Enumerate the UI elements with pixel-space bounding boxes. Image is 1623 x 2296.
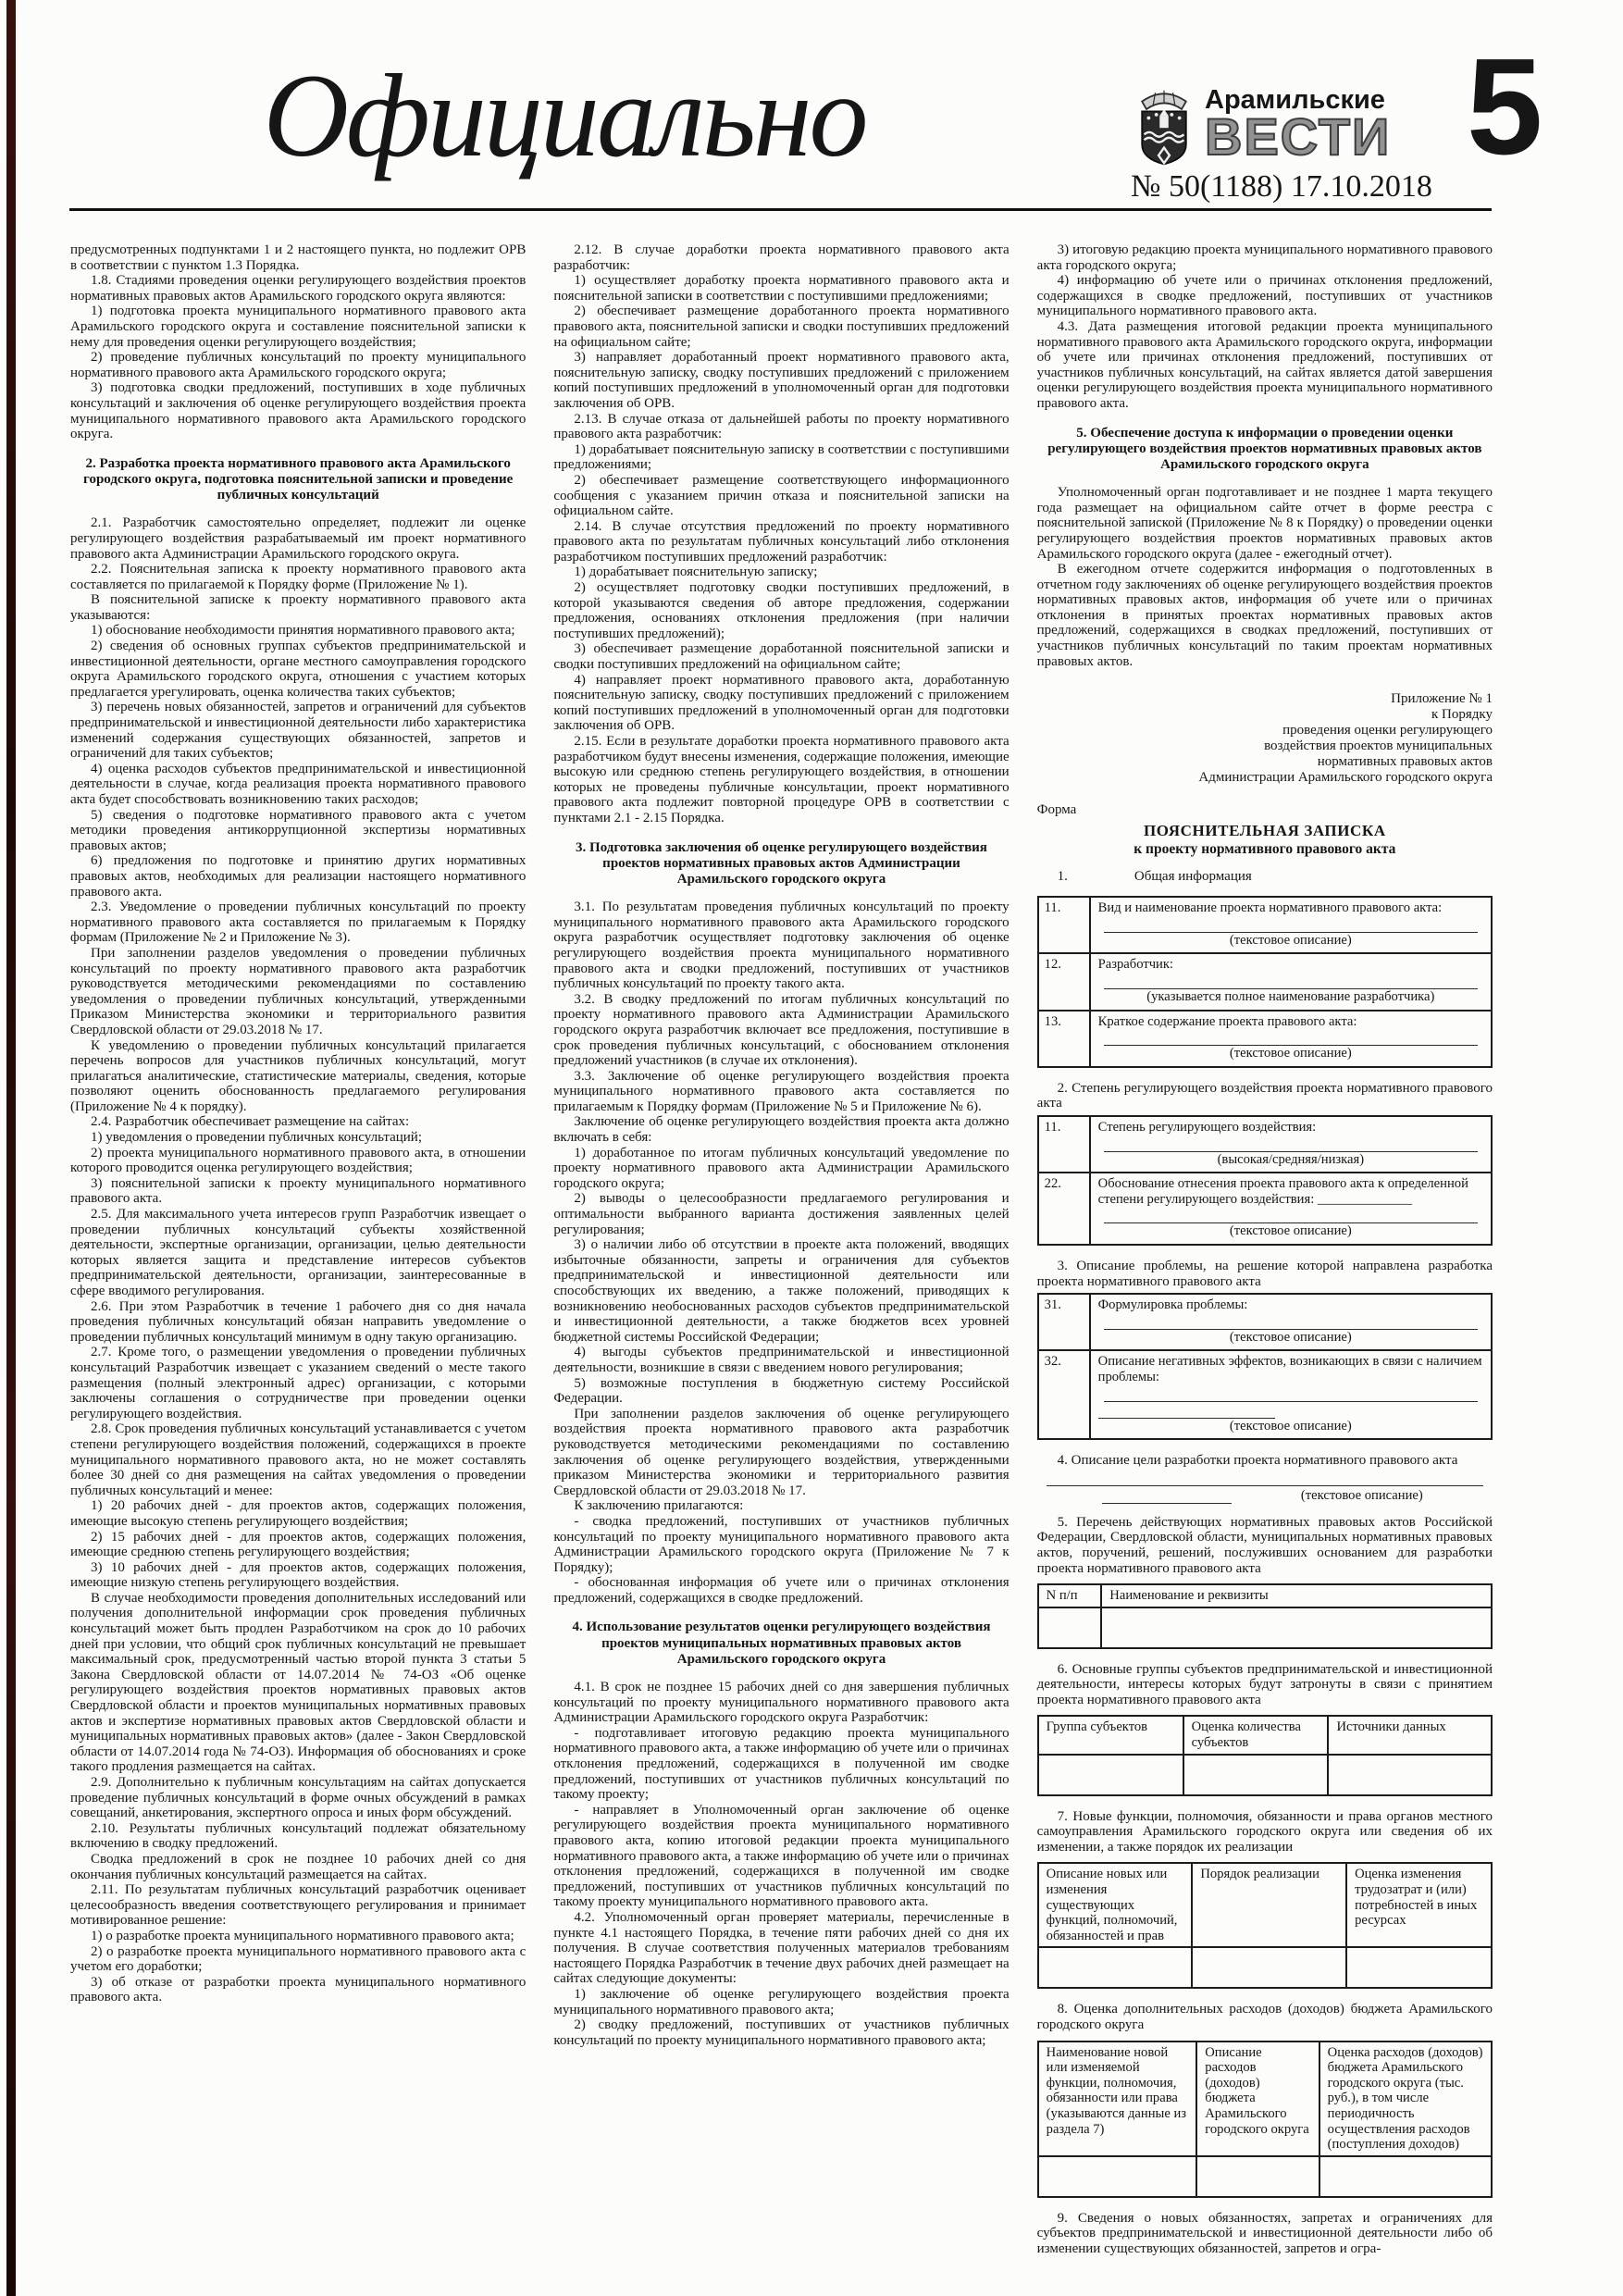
logo-name-bottom: ВЕСТИ (1205, 107, 1392, 166)
paragraph: 2.10. Результаты публичных консультаций подлежат обязательному включению в сводку предложений. (70, 1820, 527, 1852)
form-table-row (1038, 897, 1492, 953)
column-header: Описание расходов (доходов) бюджета Арамильского городского округа (1196, 2042, 1319, 2156)
form-table-row (1038, 1350, 1492, 1439)
paragraph: 1) заключение об оценке регулирующего воздействия проекта муниципального нормативного правового акта; (553, 1986, 1010, 2017)
paragraph: 4.2. Уполномоченный орган проверяет материалы, перечисленные в пункте 4.1 настоящего Порядка, в течение пяти рабочих дней со дня их получения. В случае соответствия полученных материалов требованиям настоящего Порядка Разработчик в течение двух рабочих дней размещает на сайтах следующие документы: (553, 1910, 1010, 1987)
empty-cell (1183, 1755, 1329, 1795)
paragraph: 3.3. Заключение об оценке регулирующего воздействия проекта муниципального нормативного правового акта составляется по прилагаемым к Порядку формам (Приложение № 5 и Приложение № 6). (553, 1068, 1010, 1114)
column-header: Порядок реализации (1192, 1863, 1346, 1947)
paragraph: 1) доработанное по итогам публичных консультаций уведомление по проекту нормативного правового акта Администрации Арамильского городского округа; (553, 1145, 1010, 1191)
field-label: Формулировка проблемы: (1097, 1297, 1248, 1313)
paragraph: В пояснительной записке к проекту нормативного правового акта указываются: (70, 592, 527, 623)
data-table-header-row (1038, 2042, 1492, 2156)
document-title-line: к проекту нормативного правового акта (1134, 841, 1396, 858)
paragraph: 2.11. По результатам публичных консультаций разработчик оценивает целесообразность введения соответствующего регулирования и принимает мотивированное решение: (70, 1882, 527, 1929)
column-3 (1037, 242, 1493, 2257)
blank-line (1104, 1137, 1478, 1152)
paragraph: 2) выводы о целесообразности предлагаемого регулирования и оптимальности выбранного варианта достижения заявленных целей регулирования; (553, 1191, 1010, 1237)
paragraph: - направляет в Уполномоченный орган заключение об оценке регулирующего воздействия проекта муниципального нормативного правового акта, копию итоговой редакции проекта муниципального нормативного правового акта, а также информацию об учете или о причинах отклонения предложений, содержащихся в полученной им сводке предложений, поступивших от участников публичных консультаций по такому проекту муниципального нормативного правового акта. (553, 1802, 1010, 1910)
caption-text: (текстовое описание) (1300, 1487, 1423, 1503)
paragraph: - подготавливает итоговую редакцию проекта муниципального нормативного правового акта, а также информацию об учете или о причинах отклонения предложений, содержащихся в полученной им сводке предложений, поступивших от участников публичных консультаций по такому проекту; (553, 1725, 1010, 1803)
data-table-empty-row (1038, 1607, 1492, 1648)
column-header: Группа субъектов (1038, 1716, 1183, 1754)
empty-cell (1038, 1607, 1102, 1648)
masthead-title: Официально (263, 50, 866, 181)
paragraph: 6) предложения по подготовке и принятию других нормативных правовых актов, необходимых для реализации настоящего нормативного правового акта. (70, 853, 527, 900)
row-number: 22. (1038, 1173, 1090, 1245)
data-table (1037, 1862, 1493, 1989)
data-table (1037, 1583, 1493, 1649)
appendix-reference-line: к Порядку (1431, 707, 1493, 723)
logo-name-top: Арамильские (1205, 85, 1385, 115)
numbered-heading-text: Общая информация (1134, 869, 1252, 885)
paragraph: 2) обеспечивает размещение доработанного проекта нормативного правового акта, пояснительной записки и сводки поступивших предложений на официальном сайте; (553, 304, 1010, 350)
newspaper-logo (1131, 86, 1391, 172)
article-body (70, 242, 1493, 2257)
paragraph: 1) уведомления о проведении публичных консультаций; (91, 1130, 422, 1146)
form-table-row (1038, 1116, 1492, 1173)
caption-text: (текстовое описание) (1229, 1329, 1352, 1345)
caption-line (1037, 1488, 1493, 1504)
row-number: 31. (1038, 1294, 1090, 1350)
paragraph: 1) подготовка проекта муниципального нормативного правового акта Арамильского городского округа и составление пояснительной записки к нему для проведения оценки регулирующего воздействия; (70, 304, 527, 350)
paragraph: 3.2. В сводку предложений по итогам публичных консультаций по проекту нормативного правового акта Администрации Арамильского городского округа разработчик включает все предложения, поступившие в срок проведения публичных консультаций, с обоснованием отклонения предложений участников (в случае их отклонения). (553, 991, 1010, 1069)
blank-line (1104, 1031, 1478, 1046)
numbered-heading-number: 1. (1057, 869, 1068, 885)
appendix-reference (1037, 691, 1493, 786)
paragraph: 5) сведения о подготовке нормативного правового акта с учетом методики проведения антикоррупционной экспертизы нормативных правовых актов; (70, 807, 527, 853)
issue-number: № 50(1188) 17.10.2018 (1131, 169, 1432, 204)
paragraph: 2.7. Кроме того, о размещении уведомления о проведении публичных консультаций Разработчик извещает с указанием сведений о месте такого размещения (полный электронный адрес) организации, с которыми заключены соглашения о сотрудничестве при проведении оценки регулирующего воздействия. (70, 1345, 527, 1421)
column-header: Оценка количества субъектов (1183, 1716, 1329, 1754)
paragraph: Сводка предложений в срок не позднее 10 рабочих дней со дня окончания публичных консультаций размещается на сайтах. (70, 1851, 527, 1882)
paragraph: 1) дорабатывает пояснительную записку; (574, 565, 818, 580)
data-table-header-row (1038, 1584, 1492, 1607)
form-table (1037, 1293, 1493, 1440)
caption-text: (текстовое описание) (1229, 932, 1352, 948)
paragraph: 3) пояснительной записки к проекту муниципального нормативного правового акта. (70, 1175, 527, 1207)
blank-line (1098, 1404, 1276, 1419)
blank-line (1047, 1473, 1483, 1486)
paragraph: 2) проведение публичных консультаций по проекту муниципального нормативного правового акта Арамильского городского округа; (70, 350, 527, 380)
page-number: 5 (1467, 31, 1543, 183)
paragraph: 2.12. В случае доработки проекта нормативного правового акта разработчик: (553, 242, 1010, 273)
row-content (1090, 1011, 1492, 1067)
paragraph: 8. Оценка дополнительных расходов (доходов) бюджета Арамильского городского округа (1036, 2002, 1493, 2033)
section-heading: 2. Разработка проекта нормативного правового акта Арамильского городского округа, подготовка пояснительной записки и проведение публичных консультаций (83, 455, 514, 503)
paragraph: 4. Описание цели разработки проекта нормативного правового акта (1057, 1453, 1458, 1469)
appendix-reference-line: Приложение № 1 (1391, 691, 1493, 707)
caption-text: (текстовое описание) (1229, 1046, 1352, 1061)
paragraph: 1) 20 рабочих дней - для проектов актов, содержащих положения, имеющие высокую степень регулирующего воздействия; (70, 1498, 527, 1529)
form-table (1037, 1115, 1493, 1246)
section-heading: 5. Обеспечение доступа к информации о проведении оценки регулирующего воздействия проектов нормативных правовых актов Арамильского городского округа (1047, 425, 1482, 472)
paragraph: 2.1. Разработчик самостоятельно определяет, подлежит ли оценке регулирующего воздействия разрабатываемый им проект нормативного правового акта Администрации Арамильского городского округа. (70, 515, 527, 562)
blank-line (1104, 918, 1478, 933)
paragraph: 3) обеспечивает размещение доработанной пояснительной записки и сводки поступивших предложений на официальном сайте; (553, 641, 1010, 673)
caption-text: (текстовое описание) (1229, 1418, 1352, 1433)
row-number: 13. (1038, 1011, 1090, 1067)
paragraph: 2.8. Срок проведения публичных консультаций устанавливается с учетом степени регулирующего воздействия положений, содержащихся в проекте муниципального нормативного правового акта, но не может составлять более 30 дней со дня размещения на сайтах уведомления о проведении публичных консультаций и менее: (70, 1421, 527, 1498)
paragraph: 2.15. Если в результате доработки проекта нормативного правового акта разработчиком будут внесены изменения, содержащие положения, имеющие высокую или среднюю степень регулирующего воздействия, в отношении которых не проведены публичные консультации, проект нормативного правового акта подлежит повторной процедуре ОРВ в соответствии с пунктами 2.1 - 2.15 Порядка. (553, 734, 1010, 825)
paragraph: 4) выгоды субъектов предпринимательской и инвестиционной деятельности, возникшие в связи с введением нового регулирования; (553, 1345, 1010, 1375)
data-table-empty-row (1038, 2156, 1492, 2197)
data-table (1037, 2041, 1493, 2198)
paragraph: 3) итоговую редакцию проекта муниципального нормативного правового акта городского округа; (1036, 242, 1493, 273)
form-table-row (1038, 953, 1492, 1010)
paragraph: - обоснованная информация об учете или о причинах отклонения предложений, содержащихся в сводке предложений. (553, 1575, 1010, 1606)
paragraph: 4.1. В срок не позднее 15 рабочих дней со дня завершения публичных консультаций по проекту муниципального нормативного правового акта Администрации Арамильского городского округа Разработчик: (553, 1680, 1010, 1726)
paragraph: 3) перечень новых обязанностей, запретов и ограничений для субъектов предпринимательской и инвестиционной деятельности либо характеристика изменений содержания существующих обязанностей, запретов и ограничений для таких субъектов; (70, 700, 527, 762)
data-table-empty-row (1038, 1755, 1492, 1795)
paragraph: 6. Основные группы субъектов предпринимательской и инвестиционной деятельности, интересы которых будут затронуты в связи с принятием проекта нормативного правового акта (1036, 1661, 1493, 1707)
paragraph: 3) 10 рабочих дней - для проектов актов, содержащих положения, имеющие низкую степень регулирующего воздействия. (70, 1559, 527, 1591)
paragraph: предусмотренных подпунктами 1 и 2 настоящего пункта, но подлежит ОРВ в соответствии с пунктом 1.3 Порядка. (70, 242, 527, 273)
paragraph: В ежегодном отчете содержится информация о подготовленных в отчетном году заключениях об оценке регулирующего воздействия проектов нормативных правовых актов, информация об учете или о причинах отклонения в принятых проектах нормативных правовых актов предложений, содержащихся в сводках предложений, поступивших от участников публичных консультаций по таким проектам нормативных правовых актов. (1036, 562, 1493, 669)
field-label: Обоснование отнесения проекта правового акта к определенной степени регулирующего воздействия: ______________ (1097, 1176, 1468, 1207)
empty-cell (1346, 1947, 1492, 1988)
column-header: Оценка изменения трудозатрат и (или) потребностей в иных ресурсах (1346, 1863, 1492, 1947)
paragraph: 4) оценка расходов субъектов предпринимательской и инвестиционной деятельности в случае, когда реализация проекта нормативного правового акта будет способствовать возникновению таких расходов; (70, 761, 527, 808)
empty-cell (1319, 2156, 1492, 2197)
coat-of-arms-icon (1131, 86, 1197, 172)
column-header: Наименование новой или изменяемой функции, полномочия, обязанности или права (указываются данные из раздела 7) (1038, 2042, 1197, 2156)
appendix-reference-line: Администрации Арамильского городского округа (1198, 770, 1493, 786)
caption-text: (текстовое описание) (1229, 1223, 1352, 1239)
blank-line (1102, 1491, 1232, 1504)
data-table (1037, 1715, 1493, 1795)
caption-text: (указывается полное наименование разработчика) (1146, 989, 1435, 1005)
caption-text: (высокая/средняя/низкая) (1217, 1151, 1365, 1167)
data-table-header-row (1038, 1863, 1492, 1947)
row-number: 11. (1038, 1116, 1090, 1173)
appendix-reference-line: воздействия проектов муниципальных (1264, 738, 1493, 754)
paragraph: В случае необходимости проведения дополнительных исследований или получения дополнительной информации срок проведения публичных консультаций может быть продлен Разработчиком на срок до 10 рабочих дней при условии, что общий срок публичных консультаций не превышает максимальный срок, предусмотренный частью второй пункта 3 статьи 5 Закона Свердловской области от 14.07.2014 № 74-ОЗ «Об оценке регулирующего воздействия проектов нормативных правовых актов Свердловской области и проектов муниципальных нормативных правовых актов и экспертизе нормативных правовых актов Свердловской области и муниципальных нормативных правовых актов» (далее - Закон Свердловской области от 14.07.2014 года № 74-ОЗ). Информация об обоснованиях и сроке такого продления размещается на сайтах. (70, 1590, 527, 1775)
paragraph: 4) направляет проект нормативного правового акта, доработанную пояснительную записку, сводку поступивших предложений с приложением копий поступивших предложений в уполномоченный орган для подготовки заключения об ОРВ. (553, 672, 1010, 734)
field-label: Степень регулирующего воздействия: (1097, 1120, 1317, 1136)
paragraph: 2.9. Дополнительно к публичным консультациям на сайтах допускается проведение публичных консультаций в форме очных обсуждений в рамках совещаний, анкетирования, экспертного опроса и иных форм обсуждений. (70, 1775, 527, 1821)
row-content (1090, 1173, 1492, 1245)
form-table-row (1038, 1173, 1492, 1245)
paragraph: Заключение об оценке регулирующего воздействия проекта акта должно включать в себя: (553, 1114, 1010, 1146)
column-header: N п/п (1038, 1584, 1102, 1607)
data-table-header-row (1038, 1716, 1492, 1754)
paragraph: 2.3. Уведомление о проведении публичных консультаций по проекту нормативного правового акта составляется по прилагаемым к Порядку формам (Приложение № 2 и Приложение № 3). (70, 900, 527, 946)
field-label: Описание негативных эффектов, возникающих в связи с наличием проблемы: (1097, 1354, 1482, 1384)
paragraph: 7. Новые функции, полномочия, обязанности и права органов местного самоуправления Арамильского городского округа или сведения об их изменении, а также порядок их реализации (1036, 1808, 1493, 1855)
paragraph: 3) направляет доработанный проект нормативного правового акта, пояснительную записку, сводку поступивших предложений с приложением копий поступивших предложений в уполномоченный орган для подготовки заключения об ОРВ. (553, 350, 1010, 411)
column-header: Оценка расходов (доходов) бюджета Арамильского городского округа (тыс. руб.), в том числе периодичность осуществления расходов (поступления доходов) (1319, 2042, 1492, 2156)
paragraph: 1) обоснование необходимости принятия нормативного правового акта; (91, 623, 515, 639)
empty-cell (1038, 2156, 1197, 2197)
form-table (1037, 896, 1493, 1068)
paragraph: 5. Перечень действующих нормативных правовых актов Российской Федерации, Свердловской области, муниципальных нормативных правовых актов, поручений, решений, послуживших основанием для разработки проекта нормативного правового акта (1036, 1514, 1493, 1576)
paragraph: 3.1. По результатам проведения публичных консультаций по проекту муниципального нормативного правового акта Арамильского городского округа разработчик осуществляет подготовку заключения об оценке регулирующего воздействия проекта муниципального нормативного правового акта и сводки предложений, поступивших от участников публичных консультаций по проекту такого акта. (553, 900, 1010, 992)
paragraph: 3) о наличии либо об отсутствии в проекте акта положений, вводящих избыточные обязанности, запреты и ограничения для субъектов предпринимательской и инвестиционной деятельности или способствующих их введению, а также положений, приводящих к возникновению необоснованных расходов субъектов предпринимательской и инвестиционной деятельности, а также бюджетов всех уровней бюджетной системы Российской Федерации; (553, 1237, 1010, 1345)
appendix-reference-line: проведения оценки регулирующего (1282, 723, 1493, 738)
row-content (1090, 897, 1492, 953)
empty-cell (1038, 1755, 1183, 1795)
field-label: Вид и наименование проекта нормативного правового акта: (1097, 900, 1443, 916)
paragraph: Уполномоченный орган подготавливает и не позднее 1 марта текущего года размещает на официальном сайте отчет в форме реестра с пояснительной запиской (Приложение № 8 к Порядку) о проведении оценки регулирующего воздействия проектов нормативных правовых актов Арамильского городского округа (далее - ежегодный отчет). (1036, 485, 1493, 562)
empty-cell (1328, 1755, 1492, 1795)
paragraph: 3) подготовка сводки предложений, поступивших в ходе публичных консультаций и заключения об оценке регулирующего воздействия проекта муниципального нормативного правового акта Арамильского городского округа. (70, 380, 527, 442)
section-heading: 3. Подготовка заключения об оценке регулирующего воздействия проектов нормативных правовых актов Администрации Арамильского городского округа (576, 839, 987, 887)
paragraph: 1) о разработке проекта муниципального нормативного правового акта; (91, 1928, 514, 1943)
paragraph: 5) возможные поступления в бюджетную систему Российской Федерации. (553, 1375, 1010, 1407)
paragraph: 4.3. Дата размещения итоговой редакции проекта муниципального нормативного правового акта Арамильского городского округа, информации об учете или причинах отклонения предложений, поступивших от участников публичных консультаций, на сайтах является датой завершения оценки регулирующего воздействия проекта муниципального нормативного правового акта. (1036, 318, 1493, 411)
form-table-row (1038, 1011, 1492, 1067)
paragraph: 2.6. При этом Разработчик в течение 1 рабочего дня со дня начала проведения публичных консультаций обязан направить уведомление о проведении публичных консультаций минимум в одну такую организацию. (70, 1298, 527, 1345)
row-content (1090, 1116, 1492, 1173)
column-header: Наименование и реквизиты (1101, 1584, 1492, 1607)
masthead-divider (69, 208, 1492, 211)
form-table-row (1038, 1294, 1492, 1350)
blank-line (1104, 974, 1478, 989)
column-header: Описание новых или изменения существующих функций, полномочий, обязанностей и прав (1038, 1863, 1193, 1947)
empty-cell (1038, 1947, 1193, 1988)
field-label: Краткое содержание проекта правового акта: (1097, 1013, 1357, 1029)
blank-line (1104, 1315, 1478, 1330)
row-number: 12. (1038, 953, 1090, 1010)
paragraph: 2.5. Для максимального учета интересов групп Разработчик извещает о проведении публичных консультаций субъекты хозяйственной деятельности, экспертные организации, организации, целью деятельности которых является защита и представление интересов субъектов предпринимательской деятельности, организации, заинтересованные в сфере вводимого регулирования. (70, 1207, 527, 1299)
document-title-line: ПОЯСНИТЕЛЬНАЯ ЗАПИСКА (1143, 822, 1386, 840)
paragraph: - сводка предложений, поступивших от участников публичных консультаций по проекту муниципального нормативного правового акта Администрации Арамильского городского округа (Приложение № 7 к Порядку); (553, 1513, 1010, 1575)
paragraph: 2.4. Разработчик обеспечивает размещение на сайтах: (91, 1114, 410, 1130)
paragraph: 2) осуществляет подготовку сводки поступивших предложений, в которой указываются сведения об авторе предложения, содержании предложения, основаниях отклонения предложения (при наличии поступивших предложений); (553, 580, 1010, 641)
row-content (1090, 1350, 1492, 1439)
paragraph: 9. Сведения о новых обязанностях, запретах и ограничениях для субъектов предпринимательской и инвестиционной деятельности либо об изменении существующих обязанностей, запретов и огра- (1036, 2210, 1493, 2256)
blank-line (1104, 1209, 1478, 1223)
data-table-empty-row (1038, 1947, 1492, 1988)
paragraph: При заполнении разделов заключения об оценке регулирующего воздействия проекта нормативного правового акта разработчик руководствуется методическими рекомендациями по составлению заключения об оценке регулирующего воздействия, утвержденными приказом Министерства экономики и территориального развития Свердловской области от 29.03.2018 № 17. (553, 1406, 1010, 1498)
form-label: Форма (1036, 802, 1077, 818)
paragraph: 3. Описание проблемы, на решение которой направлена разработка проекта нормативного правового акта (1036, 1258, 1493, 1289)
paragraph: К заключению прилагаются: (574, 1498, 744, 1514)
empty-cell (1101, 1607, 1492, 1648)
paragraph: 4) информацию об учете или о причинах отклонения предложений, содержащихся в сводке предложений, поступивших от участников муниципального нормативного правового акта. (1036, 273, 1493, 319)
paragraph: При заполнении разделов уведомления о проведении публичных консультаций по проекту нормативного правового акта разработчик руководствуется методическими рекомендациями по составлению уведомления о проведении публичных консультаций, утвержденными Приказом Министерства экономики и территориального развития Свердловской области от 29.03.2018 № 17. (70, 945, 527, 1037)
paragraph: 1) дорабатывает пояснительную записку в соответствии с поступившими предложениями; (553, 441, 1010, 473)
paragraph: 2) проекта муниципального нормативного правового акта, в отношении которого проводится оценка регулирующего воздействия; (70, 1145, 527, 1176)
paragraph: 1) осуществляет доработку проекта нормативного правового акта и пояснительной записки в соответствии с поступившими предложениями; (553, 273, 1010, 304)
paragraph: 2.2. Пояснительная записка к проекту нормативного правового акта составляется по прилагаемой к Порядку форме (Приложение № 1). (70, 562, 527, 592)
paragraph: 2) 15 рабочих дней - для проектов актов, содержащих положения, имеющие среднюю степень регулирующего воздействия; (70, 1529, 527, 1560)
column-2 (553, 242, 1009, 2257)
field-label: Разработчик: (1097, 957, 1173, 973)
paragraph: 2) сводку предложений, поступивших от участников публичных консультаций по проекту муниципального нормативного правового акта; (553, 2017, 1010, 2048)
section-heading: 4. Использование результатов оценки регулирующего воздействия проектов муниципальных нормативных правовых актов Арамильского городского округа (572, 1620, 991, 1667)
paragraph: 3) об отказе от разработки проекта муниципального нормативного правового акта. (70, 1974, 527, 2005)
column-1 (70, 242, 526, 2257)
paragraph: 2.13. В случае отказа от дальнейшей работы по проекту нормативного правового акта разработчик: (553, 411, 1010, 442)
paragraph: 2) обеспечивает размещение соответствующего информационного сообщения с указанием причин отказа и пояснительной записки на официальном сайте. (553, 472, 1010, 519)
row-content (1090, 953, 1492, 1010)
row-content (1090, 1294, 1492, 1350)
empty-cell (1196, 2156, 1319, 2197)
document-title (1037, 822, 1493, 858)
row-number: 11. (1038, 897, 1090, 953)
row-number: 32. (1038, 1350, 1090, 1439)
blank-line (1104, 1387, 1478, 1402)
paragraph: 2) сведения об основных группах субъектов предпринимательской и инвестиционной деятельности, органе местного самоуправления городского округа Арамильского городского округа, отношения с участием которых предлагается урегулировать, оценка количества таких субъектов; (70, 639, 527, 700)
paragraph: 2.14. В случае отсутствия предложений по проекту нормативного правового акта по результатам публичных консультаций либо отклонения разработчиком поступивших предложений разработчик: (553, 518, 1010, 565)
paragraph: 1.8. Стадиями проведения оценки регулирующего воздействия проектов нормативных правовых актов Арамильского городского округа являются: (70, 273, 527, 304)
paragraph: 2) о разработке проекта муниципального нормативного правового акта с учетом его доработки; (70, 1943, 527, 1975)
appendix-reference-line: нормативных правовых актов (1317, 754, 1493, 770)
page-edge-strip (6, 0, 16, 2296)
empty-cell (1192, 1947, 1346, 1988)
numbered-heading (1037, 869, 1493, 885)
column-header: Источники данных (1328, 1716, 1492, 1754)
paragraph: К уведомлению о проведении публичных консультаций прилагается перечень вопросов для участников публичных консультаций, могут прилагаться аналитические, статистические материалы, сведения, которые позволяют оценить обоснованность предлагаемого регулирования (Приложение № 4 к порядку). (70, 1037, 527, 1114)
paragraph: 2. Степень регулирующего воздействия проекта нормативного правового акта (1036, 1080, 1493, 1111)
